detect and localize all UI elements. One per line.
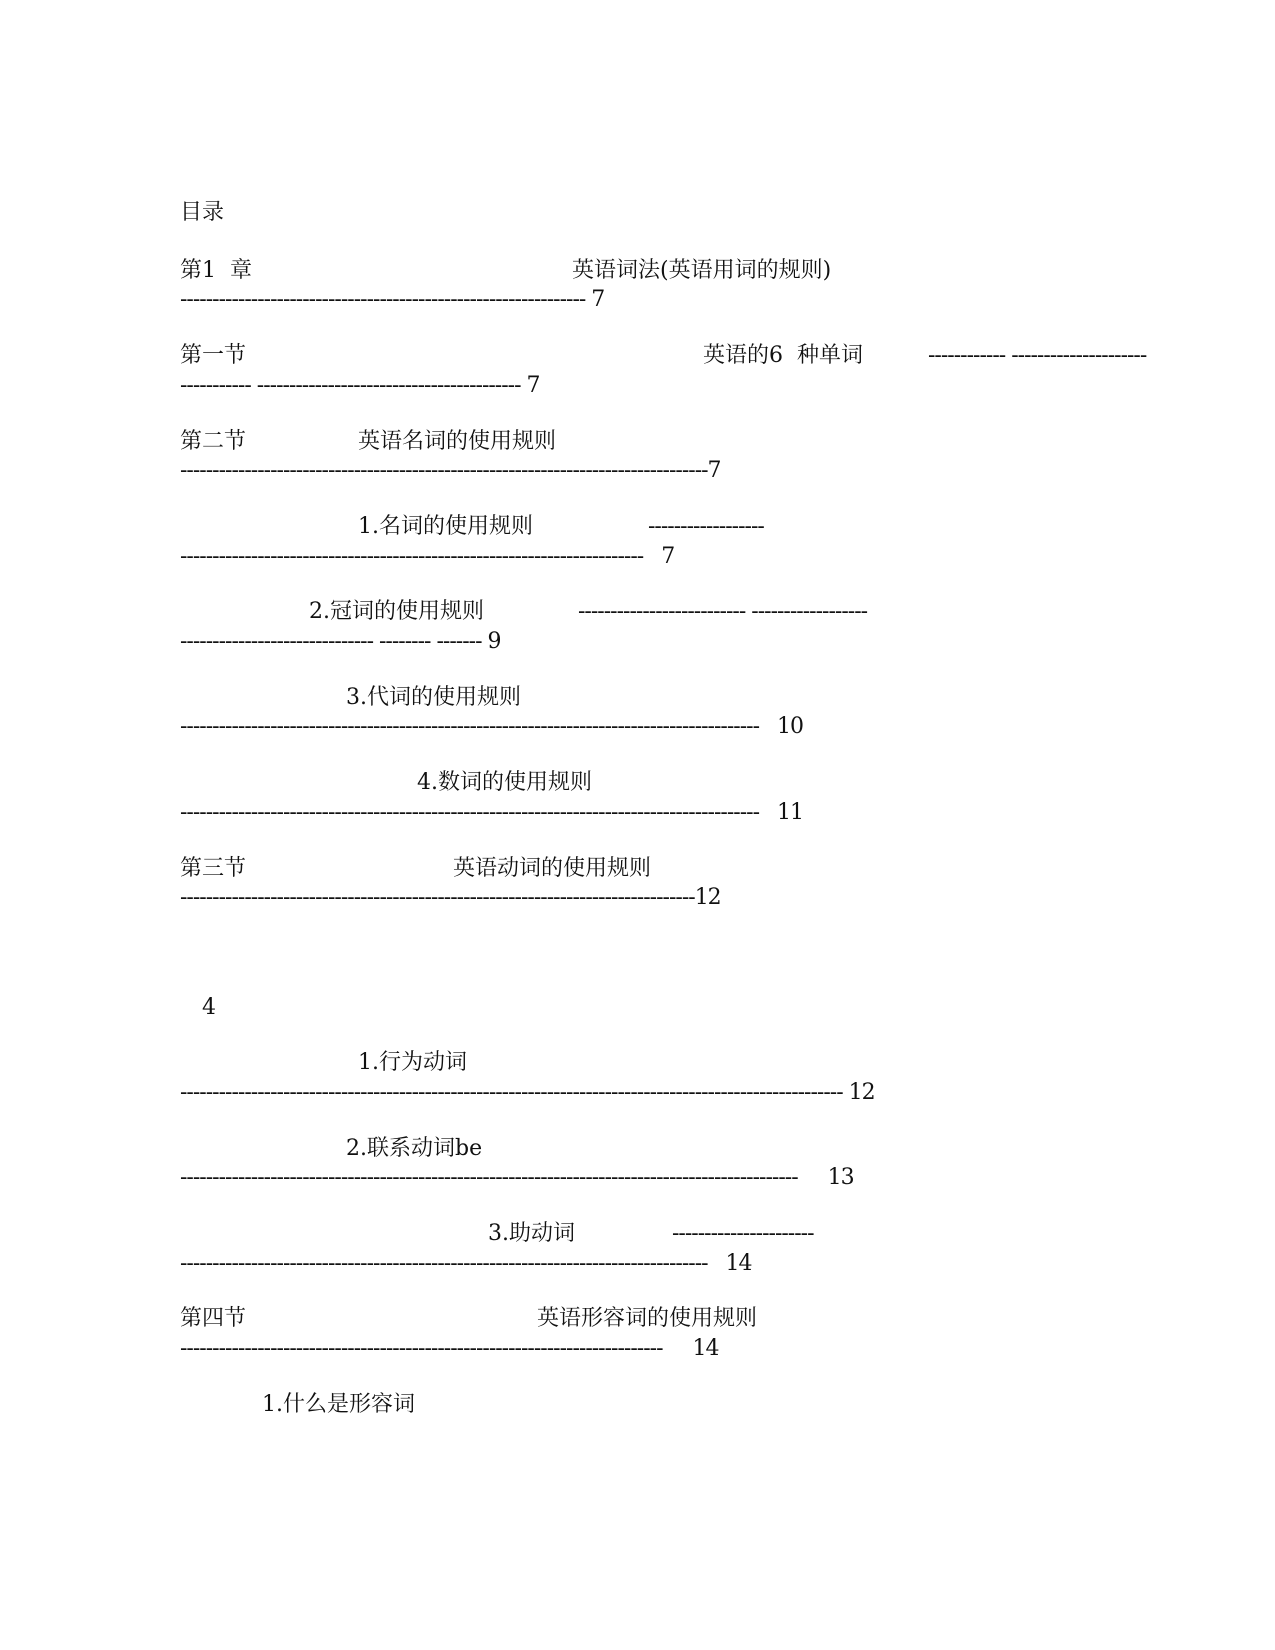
toc-leader: -------------------------- ------------------ <box>578 599 868 624</box>
toc-leader: ----------------------------------------------------------------------------------7 <box>180 458 721 483</box>
subsection-title: 4.数词的使用规则 <box>417 770 592 795</box>
section-title: 英语动词的使用规则 <box>453 856 652 881</box>
toc-leader: ------------------------------------------------------------------------------------------------------- 12 <box>180 1080 875 1105</box>
toc-leader: ---------------------------------------------------------------------------------- 14 <box>180 1251 752 1276</box>
section-title: 英语的6 种单词 <box>703 343 863 368</box>
toc-leader: ------------------------------------------------------------------------------------------ 10 <box>180 714 803 739</box>
toc-leader: ------------------ <box>648 514 764 539</box>
subsection-title: 2.冠词的使用规则 <box>309 599 484 624</box>
page-number: 4 <box>202 995 216 1020</box>
toc-leader: ------------------------------ -------- ------- 9 <box>180 629 501 654</box>
section-label: 第三节 <box>180 856 247 881</box>
toc-leader: ------------------------------------------------------------------------------------------------ 13 <box>180 1165 854 1190</box>
subsection-title: 2.联系动词be <box>346 1136 483 1161</box>
subsection-title: 3.代词的使用规则 <box>346 685 521 710</box>
chapter-label: 第1 章 <box>180 258 252 283</box>
toc-leader: --------------------------------------------------------------- 7 <box>180 287 605 312</box>
toc-leader: ------------------------------------------------------------------------ 7 <box>180 544 675 569</box>
chapter-title: 英语词法(英语用词的规则) <box>572 258 832 283</box>
toc-leader: ----------- ----------------------------------------- 7 <box>180 373 540 398</box>
subsection-title: 1.行为动词 <box>358 1050 467 1075</box>
toc-leader: ---------------------- <box>672 1221 814 1246</box>
section-title: 英语名词的使用规则 <box>358 429 557 454</box>
section-label: 第四节 <box>180 1306 247 1331</box>
subsection-title: 1.什么是形容词 <box>262 1392 415 1417</box>
toc-leader: ------------ --------------------- <box>928 345 1147 367</box>
subsection-title: 3.助动词 <box>488 1221 575 1246</box>
subsection-title: 1.名词的使用规则 <box>358 514 533 539</box>
toc-leader: ------------------------------------------------------------------------------------------ 11 <box>180 800 803 825</box>
section-title: 英语形容词的使用规则 <box>537 1306 758 1331</box>
section-label: 第二节 <box>180 429 247 454</box>
section-label: 第一节 <box>180 343 247 368</box>
toc-leader: --------------------------------------------------------------------------- 14 <box>180 1336 719 1361</box>
toc-title: 目录 <box>180 200 225 225</box>
toc-leader: --------------------------------------------------------------------------------12 <box>180 885 721 910</box>
